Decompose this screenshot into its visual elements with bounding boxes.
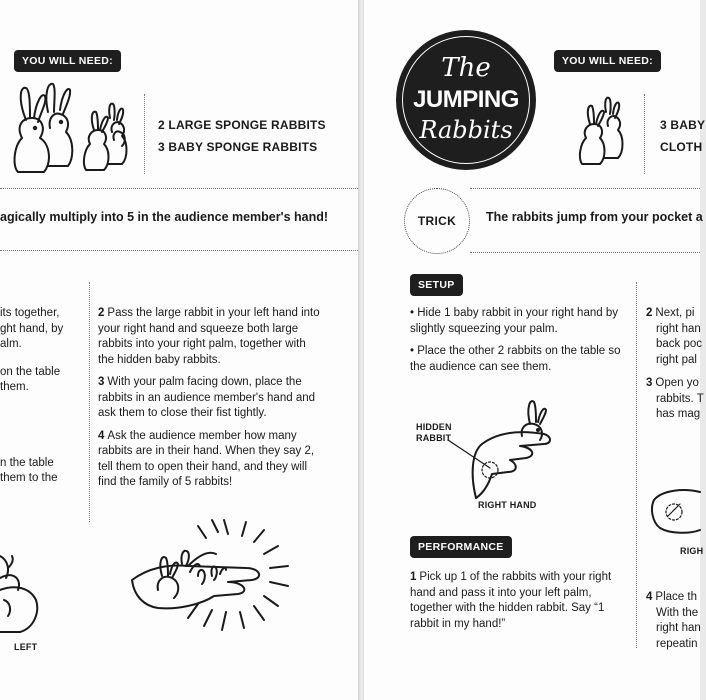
item-large-rabbits: 2 LARGE SPONGE RABBITS <box>158 118 326 132</box>
col1-line: them to the <box>0 472 58 484</box>
item-baby-rabbits-right: 3 BABY <box>660 118 706 132</box>
logo-rabbits: Rabbits <box>419 116 513 144</box>
hidden-rabbit-label: HIDDEN RABBIT <box>416 422 452 443</box>
column-2-text <box>646 306 706 423</box>
col1-line: them. <box>0 381 29 393</box>
you-will-need-label-right: YOU WILL NEED: <box>554 50 661 72</box>
right-hand-illustration <box>448 394 558 504</box>
col1-line: its together, <box>0 307 60 319</box>
col2-hand-caption: RIGH <box>680 546 704 556</box>
column-1-text <box>0 306 80 487</box>
needs-divider-right <box>644 94 645 174</box>
right-page <box>364 0 706 700</box>
trick-label: TRICK <box>417 214 457 228</box>
logo-the: The <box>441 53 491 83</box>
needs-divider <box>144 94 145 174</box>
col1-line: n the table <box>0 456 54 469</box>
baby-rabbits-illustration <box>80 102 132 174</box>
baby-rabbits-illustration-right <box>576 96 628 168</box>
performance-steps <box>410 570 624 639</box>
title-logo <box>396 30 536 170</box>
step-3: 3 With your palm facing down, place the rabbits in an audience member's hand and ask them to close their fist tightly. <box>98 376 316 419</box>
col2-step-3: 3 Open yo rabbits. T has mag <box>646 377 704 420</box>
right-hand-caption: RIGHT HAND <box>478 500 537 510</box>
col1-line: alm. <box>0 338 22 350</box>
setup-label: SETUP <box>410 274 463 296</box>
audience-hand-illustration <box>128 520 308 650</box>
cloth-hand-illustration <box>650 486 700 546</box>
left-hand-caption: LEFT <box>14 642 38 652</box>
performance-label: PERFORMANCE <box>410 536 512 558</box>
setup-list <box>410 306 622 382</box>
steps-column <box>98 306 324 498</box>
setup-bullet: • Hide 1 baby rabbit in your right hand by slightly squeezing your palm. <box>410 307 618 335</box>
col1-line: ght hand, by <box>0 322 64 335</box>
trick-badge <box>404 188 470 254</box>
you-will-need-label: YOU WILL NEED: <box>14 50 121 72</box>
col2-step-2: 2 Next, pi right han back poc right pal <box>646 307 703 366</box>
column-divider-right <box>636 282 637 648</box>
top-divider-right <box>470 188 700 189</box>
column-divider <box>89 282 90 522</box>
top-divider <box>0 188 358 189</box>
logo-jumping: JUMPING <box>413 86 519 113</box>
performance-step-1: 1 Pick up 1 of the rabbits with your right hand and pass it into your left palm, together with the hidden rabbit. Say “1 rabbit in my hand!” <box>410 571 612 630</box>
middle-divider <box>0 250 358 251</box>
step-4: 4 Ask the audience member how many rabbits are in their hand. When they say 2, tell them to open their hand, and they will find the family of 5 rabbits! <box>98 429 315 488</box>
large-rabbits-illustration <box>8 80 78 180</box>
left-hand-illustration <box>0 520 50 640</box>
trick-text: The rabbits jump from your pocket a <box>486 210 703 224</box>
item-cloth: CLOTH <box>660 140 703 154</box>
col1-line: on the table <box>0 365 61 378</box>
item-baby-rabbits: 3 BABY SPONGE RABBITS <box>158 140 318 154</box>
trick-statement: agically multiply into 5 in the audience member's hand! <box>0 210 329 224</box>
setup-bullet: • Place the other 2 rabbits on the table so the audience can see them. <box>410 345 621 373</box>
step-2: 2 Pass the large rabbit in your left hand into your right hand and squeeze both large rabbits into your right palm, together with the hidden baby rabbits. <box>98 307 320 366</box>
middle-divider-right <box>470 252 700 253</box>
col2-step-4: 4 Place th With the right han repeatin <box>646 591 701 650</box>
